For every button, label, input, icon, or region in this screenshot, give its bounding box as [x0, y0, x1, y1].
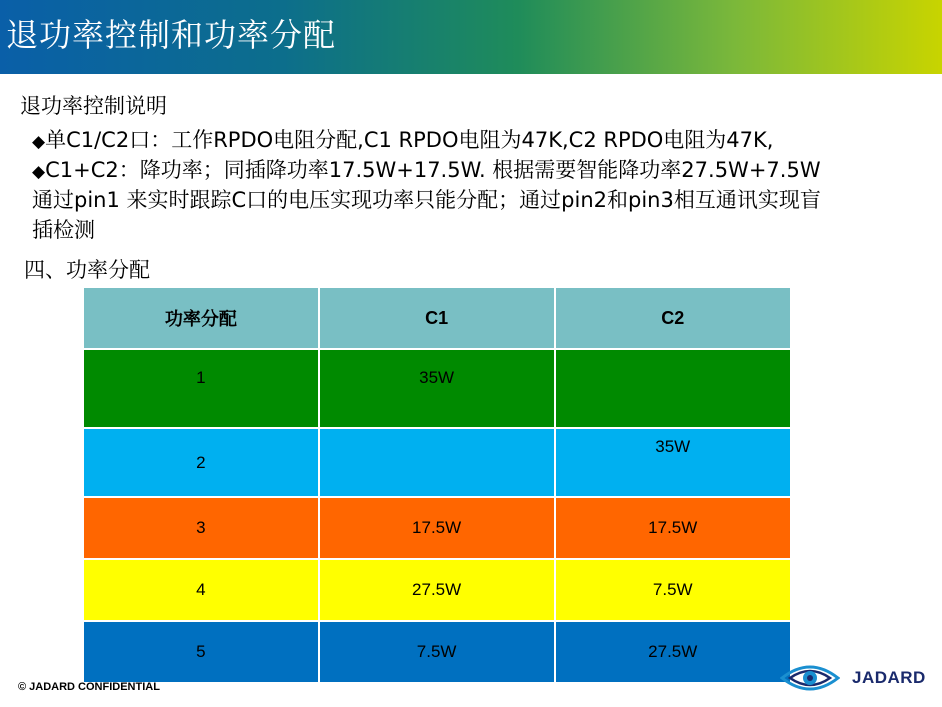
bullet-text-2: C1+C2：降功率；同插降功率17.5W+17.5W. 根据需要智能降功率27.5W+7.5W: [45, 158, 821, 182]
mode-cell: 3: [83, 497, 319, 559]
table-row: [83, 428, 791, 497]
jadard-eye-logo-icon: [780, 656, 840, 700]
text-line-3: 通过pin1 来实时跟踪C口的电压实现功率只能分配；通过pin2和pin3相互通讯实现盲: [32, 188, 821, 212]
mode-cell: 2: [83, 428, 319, 497]
table-row: [83, 349, 791, 428]
diamond-bullet-icon: ◆: [32, 132, 46, 152]
text-line-4: 插检测: [32, 218, 95, 242]
c2-cell: [555, 349, 792, 428]
bullet-line-1: [32, 124, 773, 154]
section-title: 退功率控制说明: [20, 94, 167, 118]
mode-cell: 5: [83, 621, 319, 683]
section2-title: 四、功率分配: [24, 258, 150, 282]
c1-cell: 27.5W: [319, 559, 555, 621]
c2-cell: 17.5W: [555, 497, 792, 559]
table-row: [83, 559, 791, 621]
bullet-line-2: [32, 154, 821, 184]
bullet-text-1: 单C1/C2口：工作RPDO电阻分配,C1 RPDO电阻为47K,C2 RPDO电阻为47K,: [45, 128, 774, 152]
mode-cell: 4: [83, 559, 319, 621]
header-mode: 功率分配: [83, 287, 319, 349]
c1-cell: 17.5W: [319, 497, 555, 559]
diamond-bullet-icon: ◆: [32, 162, 46, 182]
slide-title: 退功率控制和功率分配: [6, 16, 337, 54]
table-header-row: [83, 287, 791, 349]
table-row: [83, 621, 791, 683]
table-row: [83, 497, 791, 559]
confidential-notice: © JADARD CONFIDENTIAL: [18, 681, 160, 693]
header-c2: C2: [555, 287, 792, 349]
power-allocation-table: [82, 286, 792, 684]
mode-cell: 1: [83, 349, 319, 428]
logo-text: JADARD: [852, 668, 926, 687]
c2-cell: 7.5W: [555, 559, 792, 621]
c2-cell: 27.5W: [555, 621, 792, 683]
header-c1: C1: [319, 287, 555, 349]
title-banner: [0, 0, 942, 74]
c1-cell: [319, 428, 555, 497]
c2-cell: 35W: [555, 428, 792, 497]
c1-cell: 7.5W: [319, 621, 555, 683]
c1-cell: 35W: [319, 349, 555, 428]
